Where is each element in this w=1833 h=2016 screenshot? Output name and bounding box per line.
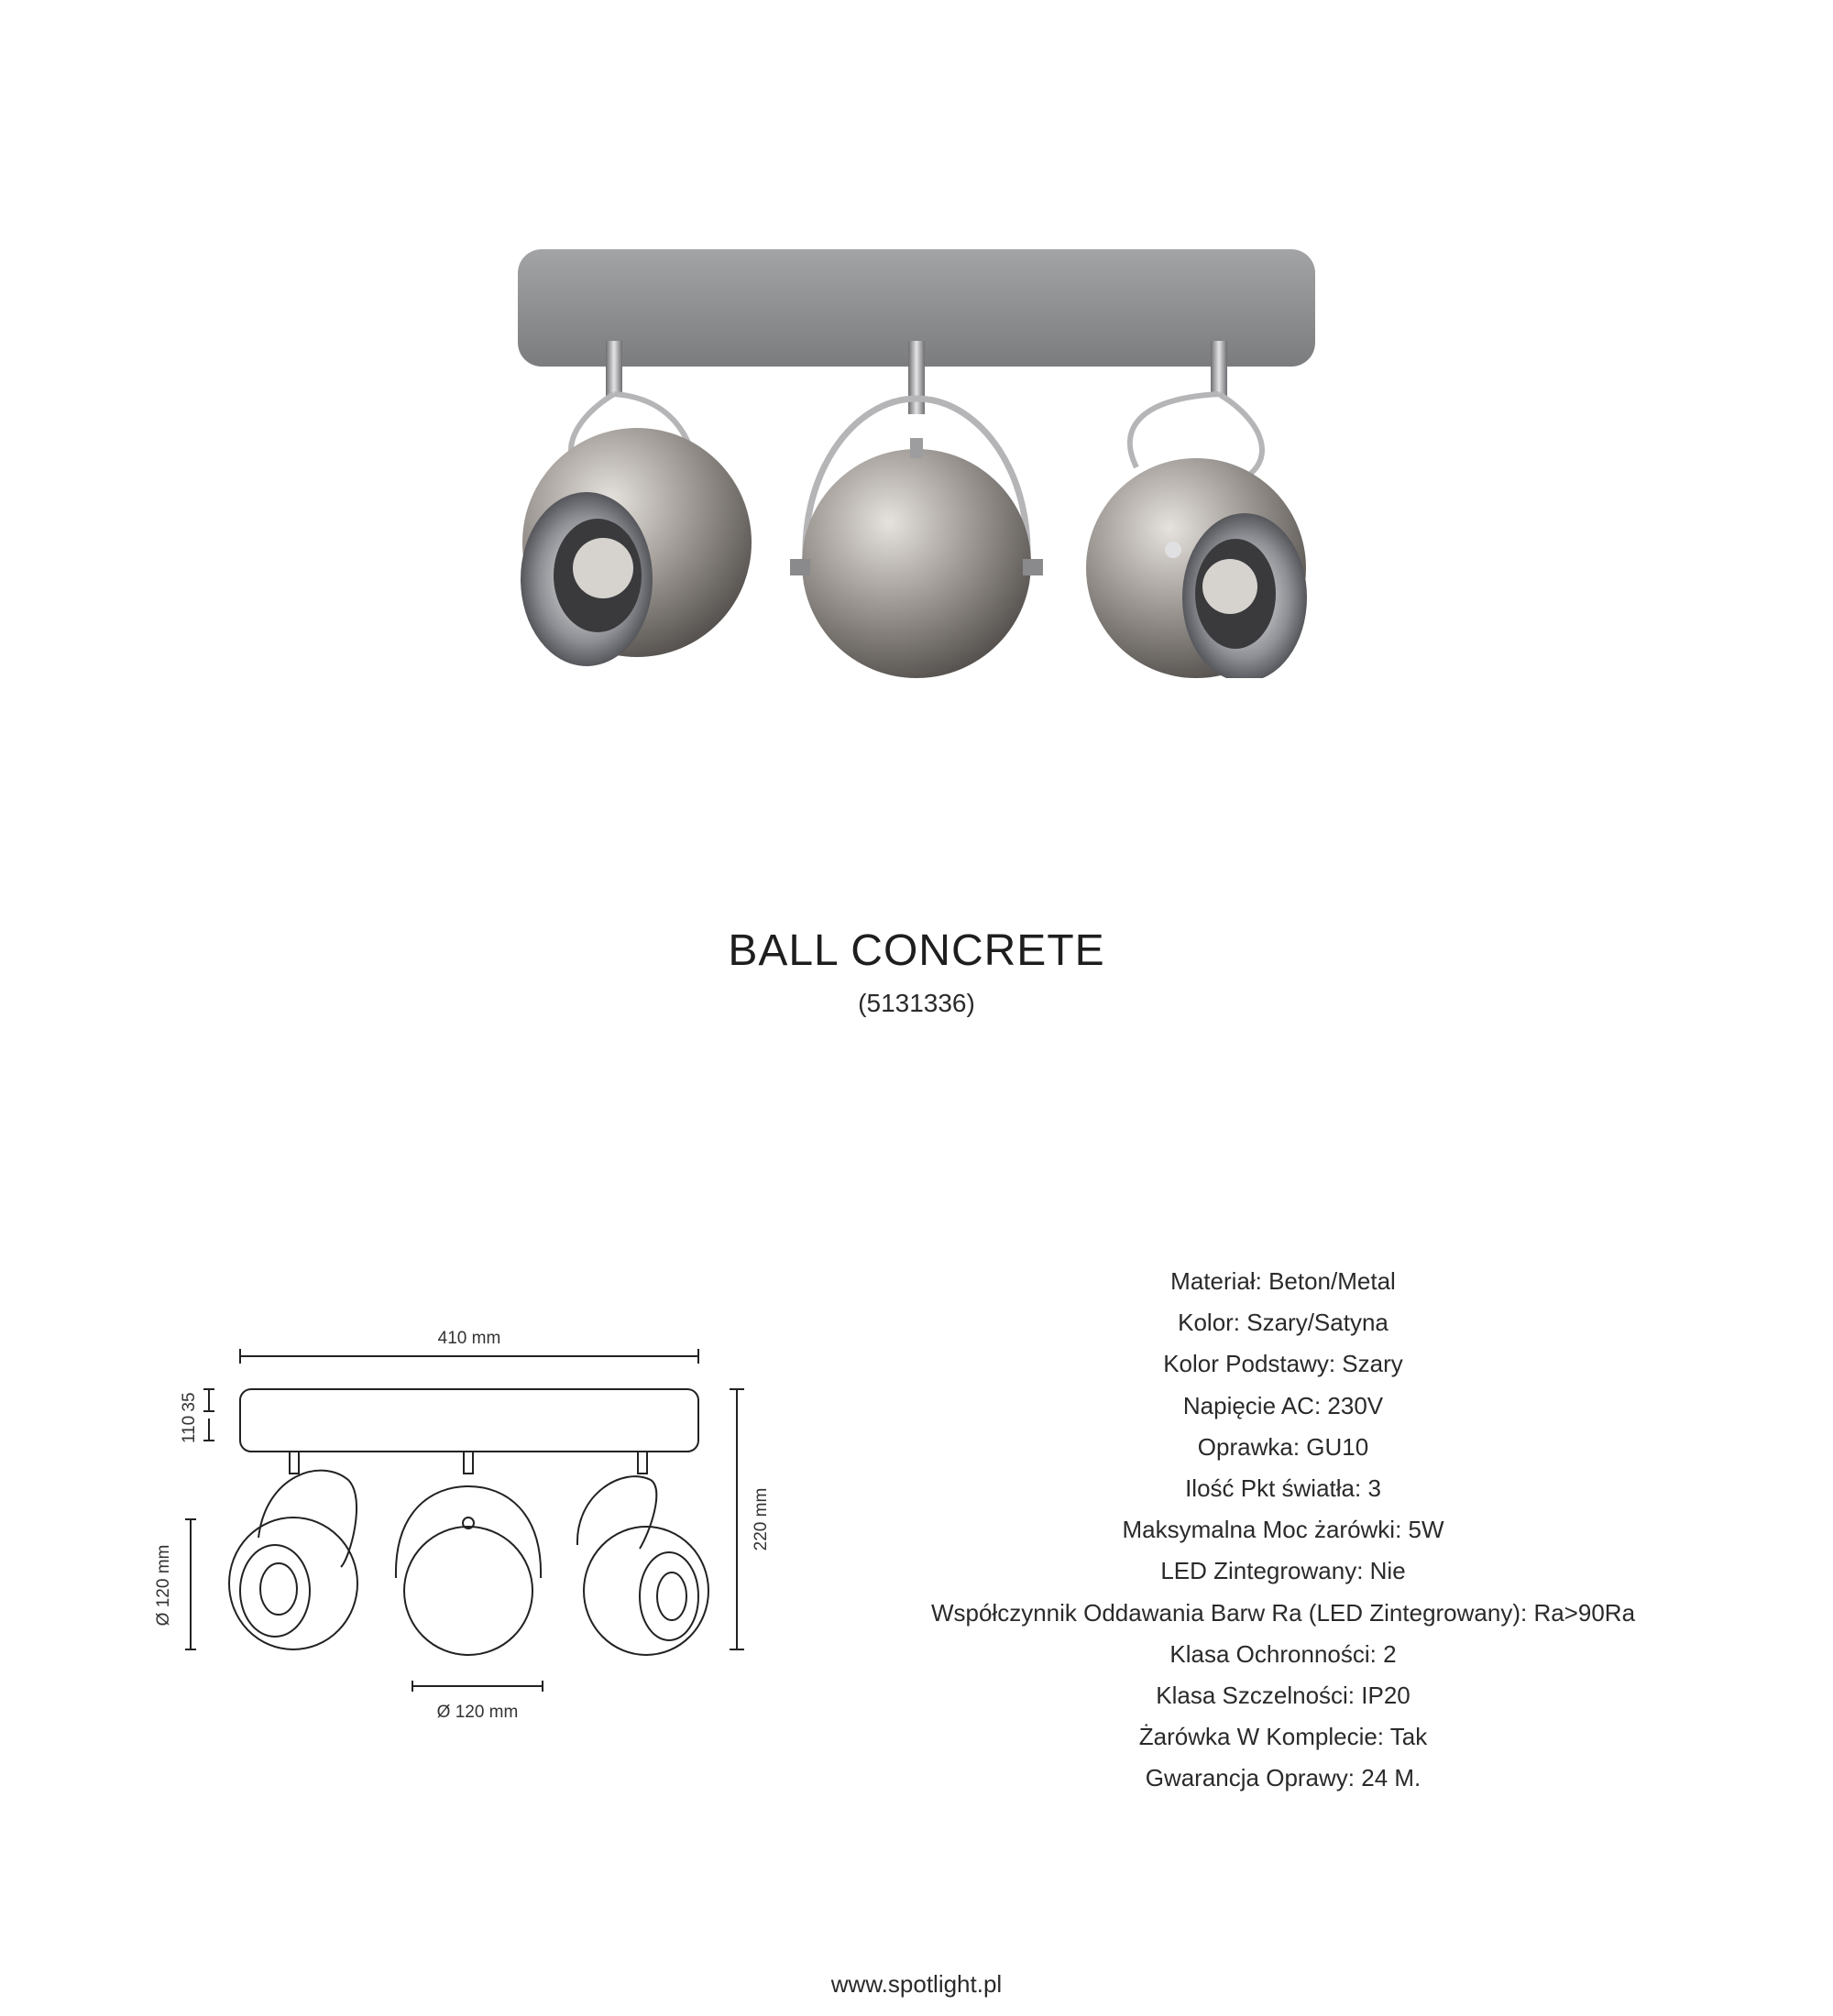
product-title-block <box>0 926 1833 1018</box>
base-height-label: 35 <box>180 1392 199 1412</box>
mount-label: 110 <box>180 1415 199 1444</box>
product-code: (5131336) <box>858 989 975 1017</box>
height-label: 220 mm <box>752 1487 771 1551</box>
spec-protection-class: Klasa Ochronności: 2 <box>1169 1639 1397 1668</box>
spec-list <box>825 1261 1741 1799</box>
spec-cri: Współczynnik Oddawania Barw Ra (LED Zintegrowany): Ra>90Ra <box>930 1598 1636 1627</box>
spot-center <box>790 341 1043 678</box>
technical-drawing <box>137 1320 797 1723</box>
spec-warranty: Gwarancja Oprawy: 24 M. <box>1145 1764 1421 1792</box>
width-label: 410 mm <box>437 1329 501 1348</box>
bottom-diameter-label: Ø 120 mm <box>436 1703 519 1722</box>
product-name: BALL CONCRETE <box>728 926 1105 975</box>
spec-color: Kolor: Szary/Satyna <box>1178 1309 1388 1337</box>
spec-socket: Oprawka: GU10 <box>1197 1432 1369 1461</box>
spot-right <box>1086 341 1307 678</box>
spec-light-points: Ilość Pkt światła: 3 <box>1185 1474 1381 1502</box>
spec-integrated-led: LED Zintegrowany: Nie <box>1160 1557 1406 1585</box>
spec-voltage: Napięcie AC: 230V <box>1182 1391 1384 1419</box>
spec-base-color: Kolor Podstawy: Szary <box>1163 1350 1403 1378</box>
spec-ip-rating: Klasa Szczelności: IP20 <box>1156 1681 1410 1709</box>
side-diameter-label: Ø 120 mm <box>154 1544 173 1627</box>
product-photo <box>495 238 1356 678</box>
spot-left <box>521 341 752 666</box>
spec-bulb-included: Żarówka W Komplecie: Tak <box>1138 1723 1428 1751</box>
base-outline <box>240 1389 698 1452</box>
spec-max-power: Maksymalna Moc żarówki: 5W <box>1122 1516 1444 1544</box>
website-link[interactable]: www.spotlight.pl <box>830 1970 1003 1998</box>
spec-material: Materiał: Beton/Metal <box>1170 1267 1396 1295</box>
